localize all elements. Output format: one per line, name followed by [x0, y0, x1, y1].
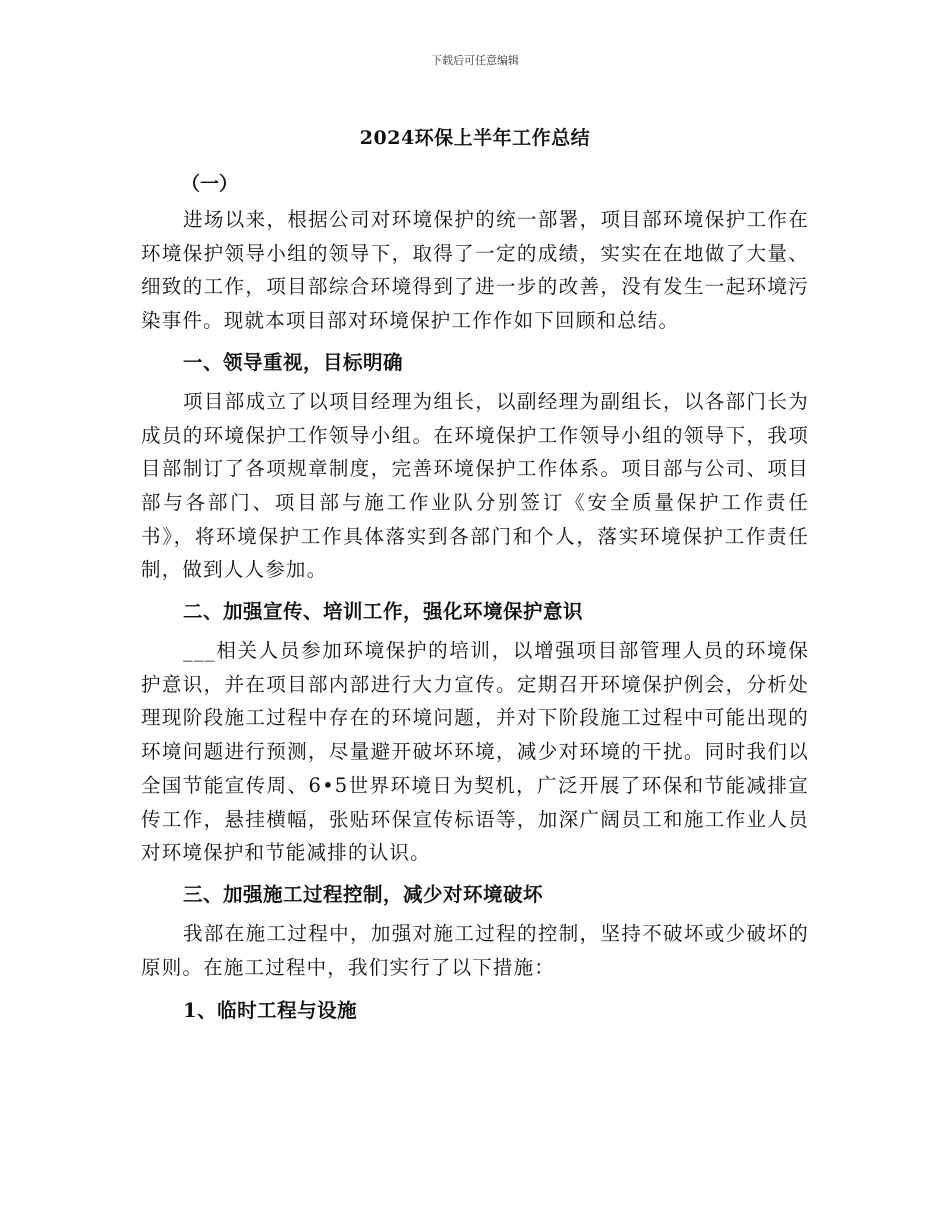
intro-paragraph: 进场以来，根据公司对环境保护的统一部署，项目部环境保护工作在环境保护领导小组的领导下，取得了一定的成绩，实实在在地做了大量、细致的工作，项目部综合环境得到了进一步的改善，没有发生一起环境污染事件。现就本项目部对环境保护工作作如下回顾和总结。 — [141, 208, 809, 333]
section-body-3: 我部在施工过程中，加强对施工过程的控制，坚持不破坏或少破坏的原则。在施工过程中，我们实行了以下措施： — [141, 921, 809, 979]
page-header-note: 下载后可任意编辑 — [431, 54, 519, 67]
subsection-heading: 1、临时工程与设施 — [183, 999, 358, 1023]
section-heading-3: 三、加强施工过程控制，减少对环境破坏 — [183, 882, 544, 906]
section-body-1: 项目部成立了以项目经理为组长，以副经理为副组长，以各部门长为成员的环境保护工作领导小组。在环境保护工作领导小组的领导下，我项目部制订了各项规章制度，完善环境保护工作体系。项目部与公司、项目部与各部门、项目部与施工作业队分别签订《安全质量保护工作责任书》，将环境保护工作具体落实到各部门和个人，落实环境保护工作责任制，做到人人参加。 — [141, 389, 809, 582]
section-heading-1: 一、领导重视，目标明确 — [183, 350, 404, 374]
section-label: （一） — [181, 173, 239, 195]
document-page — [141, 121, 809, 1032]
document-title: 2024环保上半年工作总结 — [359, 127, 591, 149]
section-body-2: ___相关人员参加环境保护的培训，以增强项目部管理人员的环境保护意识，并在项目部内部进行大力宣传。定期召开环境保护例会，分析处理现阶段施工过程中存在的环境问题，并对下阶段施工过程中可能出现的环境问题进行预测，尽量避开破坏环境，减少对环境的干扰。同时我们以全国节能宣传周、6•5世界环境日为契机，广泛开展了环保和节能减排宣传工作，悬挂横幅，张贴环保宣传标语等，加深广阔员工和施工作业人员对环境保护和节能减排的认识。 — [141, 639, 809, 865]
section-heading-2: 二、加强宣传、培训工作，强化环境保护意识 — [183, 600, 584, 624]
